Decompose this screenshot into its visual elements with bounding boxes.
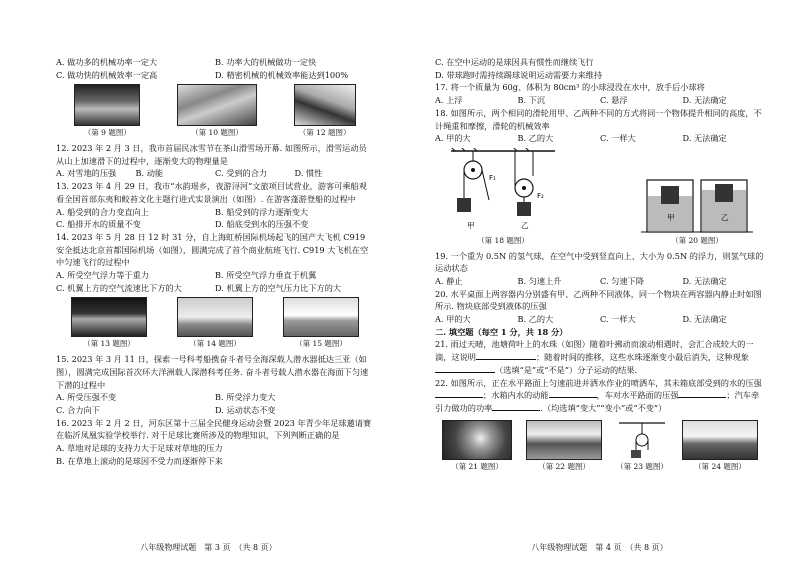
figure-24 <box>682 420 758 473</box>
figure-22 <box>526 420 602 473</box>
q17-options <box>435 94 765 107</box>
option-a: A. 上浮 <box>435 95 463 106</box>
caption-22: （第 22 题图） <box>538 461 590 471</box>
option-a: A. 所受空气浮力等于重力 <box>56 270 149 281</box>
q16-option-c: C. 在空中运动的是球因具有惯性而继续飞行 <box>435 57 594 67</box>
caption-14: （第 14 题图） <box>189 339 241 349</box>
answer-blank[interactable] <box>549 389 597 398</box>
option-d: D. 无法确定 <box>682 314 727 325</box>
q21-text-b: ；随着时间的推移，这些水珠逐渐变小最后消失，这种现象 <box>535 352 749 363</box>
caption-18: （第 18 题图） <box>477 235 529 245</box>
left-column <box>56 56 374 467</box>
q22-text-a: 22. 如图所示，正在水平路面上匀速前进并洒水作业的喷洒车，其未箱底部受到的水的压强 <box>435 377 762 388</box>
question-21 <box>435 338 765 376</box>
q21-text-c: （选填“是”或“不是”）分子运动的结果. <box>495 364 638 375</box>
pulley-icon <box>636 434 648 446</box>
answer-blank[interactable] <box>476 351 536 360</box>
q20-options <box>435 313 765 326</box>
figure-row-1 <box>56 84 374 139</box>
q16-option-b: B. 在草地上滚动的是球因不受力而逐渐停下来 <box>56 455 223 466</box>
f1-label: F₁ <box>489 173 496 182</box>
jia-label: 甲 <box>467 220 475 230</box>
right-column <box>435 56 765 475</box>
figure-23 <box>616 420 668 473</box>
option-b: B. 动能 <box>135 168 164 179</box>
caption-9: （第 9 题图） <box>83 128 131 138</box>
option-c: C. 船排开水的质量不变 <box>56 219 141 230</box>
option-d: D. 运动状态不变 <box>215 404 276 415</box>
option-b: B. 所受浮力变大 <box>215 392 276 403</box>
sprinkler-truck-photo <box>526 420 602 460</box>
f2-label: F₂ <box>537 191 544 200</box>
figure-9 <box>74 84 140 139</box>
figure-10 <box>177 84 257 139</box>
question-15: 15. 2023 年 3 月 11 日，探索一号科考船携奋斗者号全海深载人潜水器抵达三亚（如图），圆满完成国际首次环大洋洲载人深潜科考任务. 奋斗者号载人潜水器在海面下匀速下潜的过程中 <box>56 354 369 390</box>
pulley-diagram <box>447 148 559 234</box>
option-d: D. 无法确定 <box>682 133 727 144</box>
night-show-photo <box>71 297 147 337</box>
airplane-photo <box>177 297 253 337</box>
figure-18 <box>447 148 559 247</box>
q22-text-e: .（均选填“变大”“变小”或“不变”） <box>540 402 667 413</box>
page-footer: 八年级物理试题 第 3 页 （共 8 页） <box>140 542 277 552</box>
q22-text-c: ，车对水平路面的压强 <box>596 390 679 401</box>
answer-blank[interactable] <box>435 389 483 398</box>
ship-photo <box>283 297 359 337</box>
figure-21 <box>442 420 512 473</box>
caption-12: （第 12 题图） <box>298 128 351 138</box>
q14-options <box>56 269 374 294</box>
option-b: B. 船受到的浮力逐渐变大 <box>215 206 309 217</box>
caption-21: （第 21 题图） <box>451 461 503 471</box>
q18-options <box>435 132 765 145</box>
page-4 <box>397 0 794 562</box>
option-d: D. 机翼上方的空气压力比下方的大 <box>215 282 342 293</box>
answer-blank[interactable] <box>435 364 495 373</box>
question-19: 19. 一个重为 0.5N 的氢气球，在空气中受到竖直向上、大小为 0.5N 的浮力，则氢气球的运动状态 <box>435 250 764 274</box>
figure-12 <box>294 84 356 139</box>
figure-13 <box>71 297 147 350</box>
answer-blank[interactable] <box>678 389 726 398</box>
option-d: D. 船底受到水的压强不变 <box>215 219 309 230</box>
q19-options <box>435 275 765 288</box>
question-13: 13. 2023 年 4 月 29 日，我市“水韵瑶乡，夜游浔河”文旅项目试营业，游客可乘船观看全国首部东夷和鲛苔文化主题行进式实景演出（如图）. 在游客蓬游登船的过程中 <box>56 181 367 204</box>
question-22 <box>435 377 765 415</box>
option-a: A. 静止 <box>435 275 463 286</box>
option-c: C. 合力向下 <box>56 404 100 415</box>
option-b: B. 乙的大 <box>517 133 554 144</box>
q16-option-d: D. 带球跑时需持续踢球说明运动需要力来维持 <box>435 69 603 80</box>
q12-options <box>56 167 374 180</box>
yi-label: 乙 <box>721 212 729 222</box>
concert-photo <box>74 84 140 126</box>
option-b: B. 匀速上升 <box>517 275 562 286</box>
option-c: C. 匀速下降 <box>600 275 644 286</box>
block-yi <box>517 202 531 216</box>
q22-text-b: ；水箱内水的动能 <box>483 390 549 401</box>
tank-photo <box>682 420 758 460</box>
block-jia <box>457 198 471 212</box>
option-d: D. 无法确定 <box>682 95 727 106</box>
containers-diagram <box>641 172 753 234</box>
question-18: 18. 如图所示，两个相同的滑轮用甲、乙两种不同的方式将同一个物体提升相同的高度，不计绳重和摩擦，滑轮的机械效率 <box>435 107 762 131</box>
figure-23-diagram <box>617 420 667 460</box>
option-b: B. 功率大的机械做功一定快 <box>215 57 317 67</box>
option-d: D. 惯性 <box>294 168 323 179</box>
figure-row-mid <box>435 148 765 247</box>
option-a: A. 对雪地的压强 <box>56 168 117 179</box>
question-16: 16. 2023 年 2 月 2 日，河东区第十三届全民健身运动会暨 2023 年青少年足球邀请赛在临沂凤凰实验学校举行. 对于足球比赛所涉及的物理知识，下列判断正确的是 <box>56 417 372 441</box>
jia-label: 甲 <box>667 212 675 222</box>
option-a: A. 甲的大 <box>435 133 471 144</box>
q8-options <box>56 56 374 81</box>
section-2-heading: 二. 填空题（每空 1 分，共 18 分） <box>435 326 568 337</box>
option-a: A. 甲的大 <box>435 314 471 325</box>
option-a: A. 船受到的合力变直向上 <box>56 206 149 217</box>
answer-blank[interactable] <box>492 402 540 411</box>
q21-text-a: 21. 雨过天晴，池塘荷叶上的水珠（如图）随着叶拂动而滚动相遇时，会汇合成较大的一滴，这说明 <box>435 339 754 363</box>
option-b: B. 所受空气浮力垂直于机翼 <box>215 270 317 281</box>
option-b: B. 乙的大 <box>517 314 554 325</box>
option-c: C. 做功快的机械效率一定高 <box>56 69 158 80</box>
option-a: A. 做功多的机械功率一定大 <box>56 57 158 67</box>
question-14: 14. 2023 年 5 月 28 日 12 时 31 分，自上海虹桥国际机场起飞的国产大飞机 C919 安全抵达北京首都国际机场（如图），圆满完成了首个商业航班飞行. C919 大飞机在空中匀速飞行的过程中 <box>56 231 369 268</box>
option-c: C. 一样大 <box>600 314 636 325</box>
q22-text-d: ；汽车牵引力做功的功率 <box>435 390 760 413</box>
caption-10: （第 10 题图） <box>191 128 243 138</box>
caption-20: （第 20 题图） <box>671 235 723 245</box>
skier-photo <box>294 84 356 126</box>
figure-20 <box>641 172 753 247</box>
stadium-photo <box>177 84 257 126</box>
figure-row-bottom <box>435 420 765 473</box>
figure-14 <box>177 297 253 350</box>
option-d: D. 无法确定 <box>682 275 727 286</box>
caption-23: （第 23 题图） <box>616 461 668 471</box>
figure-15 <box>283 297 359 350</box>
figure-row-2 <box>56 297 374 350</box>
caption-24: （第 24 题图） <box>694 461 746 471</box>
question-20: 20. 水平桌面上两容器内分别盛有甲、乙两种不同液体，同一个物块在两容器内静止时如图所示. 物块底部受到液体的压强 <box>435 288 762 312</box>
caption-15: （第 15 题图） <box>295 339 347 349</box>
option-a: A. 所受压强不变 <box>56 392 117 403</box>
q13-options <box>56 206 374 231</box>
lotus-leaf-photo <box>442 420 512 460</box>
page-footer: 八年级物理试题 第 4 页 （共 8 页） <box>531 542 668 552</box>
caption-13: （第 13 题图） <box>83 339 135 349</box>
question-12: 12. 2023 年 2 月 3 日，我市首届民冰雪节在茶山滑雪场开幕. 如图所示，滑雪运动员从山上加速滑下的过程中，逐渐变大的物理量是 <box>56 143 367 166</box>
option-c: C. 悬浮 <box>600 95 628 106</box>
block-yi <box>715 184 733 202</box>
option-c: C. 机翼上方的空气流速比下方的大 <box>56 282 182 293</box>
question-17: 17. 将一个质量为 60g、体积为 80cm³ 的小球浸没在水中，放手后小球将 <box>435 82 705 93</box>
option-d: D. 精密机械的机械效率能达到100% <box>215 69 349 80</box>
option-b: B. 下沉 <box>517 95 546 106</box>
block-jia <box>661 186 679 204</box>
option-c: C. 一样大 <box>600 133 636 144</box>
q15-options <box>56 391 374 416</box>
q16-option-a: A. 草地对足球的支持力大于足球对草地的压力 <box>56 443 223 454</box>
option-c: C. 受到的合力 <box>215 168 268 179</box>
yi-label: 乙 <box>521 220 529 230</box>
